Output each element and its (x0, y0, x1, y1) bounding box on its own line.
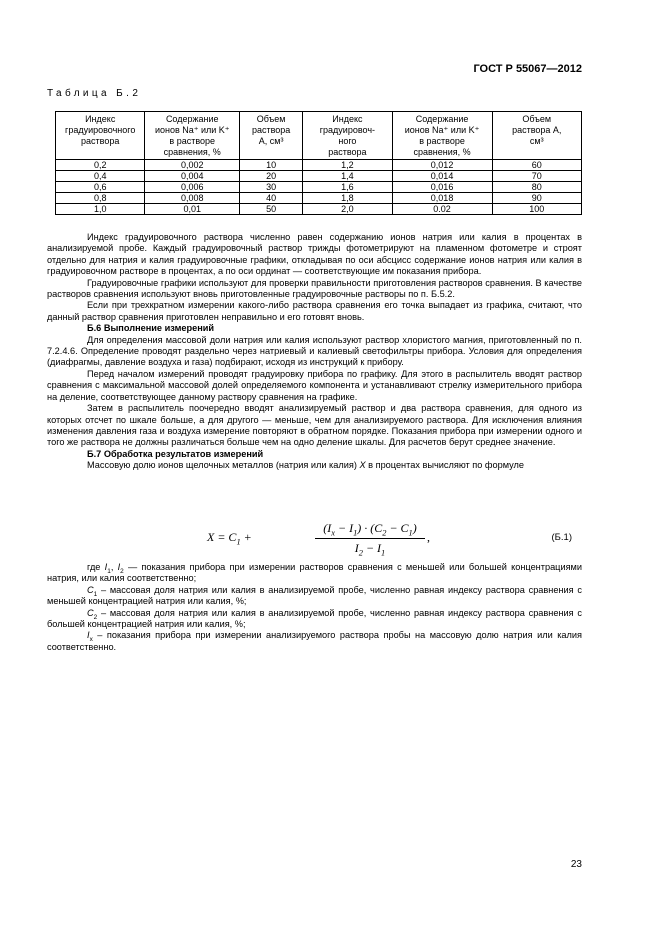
table-cell: 10 (240, 160, 303, 171)
table-cell: 0,8 (56, 193, 145, 204)
formula-lhs (207, 530, 252, 545)
formula-sub: 2 (382, 528, 387, 538)
table-cell: 1,4 (303, 171, 392, 182)
col-header-volume-1 (240, 112, 303, 160)
formula-numerator (315, 521, 425, 539)
paragraph: Для определения массовой доли натрия или калия используют раствор хлористого магния, приготовленный по п. 7.2.4.6. Определение проводят раздельно через натриевый и калиевый светофильтры прибора. Условия для определения (диафрагмы, давление воздуха и газа) подбирают, исходя из инструкций к прибору. (47, 334, 582, 368)
table-row (56, 204, 582, 215)
formula-b1 (47, 517, 582, 561)
variable-sub: 2 (120, 567, 124, 575)
table-cell: 70 (492, 171, 581, 182)
definition-i1-i2 (47, 562, 582, 585)
table-cell: 0.02 (392, 204, 492, 215)
paragraph: Если при трехкратном измерении какого-либо раствора сравнения его точка выпадает из графика, считают, что данный раствор сравнения приготовлен неправильно и его готовят вновь. (47, 300, 582, 322)
formula-sub: x (331, 528, 335, 538)
table-cell: 0,2 (56, 160, 145, 171)
paragraph: Затем в распылитель поочередно вводят анализируемый раствор и два раствора сравнения, для одного из которых отсчет по шкале больше, а для другого — меньше, чем для анализируемого раствора. Для исключения влияния изменения давления газа и воздуха измерение повторяют в обратном порядке. Показания прибора при измерении одного и того же раствора не должны различаться больше чем на одно деление шкалы. Для расчетов берут среднее значение. (47, 403, 582, 448)
text-span: – массовая доля натрия или калия в анализируемой пробе, численно равная индексу раствора сравнения с большей концентрацией натрия или калия, %; (47, 607, 582, 630)
header-line: ионов Na⁺ или K⁺ (404, 125, 480, 135)
table-row (56, 160, 582, 171)
header-line: Объем (522, 114, 552, 124)
table-row (56, 193, 582, 204)
formula-text: + (240, 530, 252, 544)
variable-i1: I (104, 562, 108, 572)
variable-sub: x (89, 636, 93, 644)
col-header-index-2 (303, 112, 392, 160)
table-cell: 0,012 (392, 160, 492, 171)
header-line: градуировоч- (319, 125, 376, 135)
table-cell: 2,0 (303, 204, 392, 215)
header-line: ного (338, 136, 357, 146)
paragraph (47, 460, 582, 471)
variable-sub: 1 (107, 567, 111, 575)
header-line: Индекс (85, 114, 116, 124)
table-caption: Таблица Б.2 (47, 88, 142, 99)
col-header-volume-2 (492, 112, 581, 160)
formula-fraction (315, 521, 425, 556)
variable-i2: I (117, 562, 121, 572)
variable-ix: I (87, 630, 90, 641)
table-cell: 0,01 (145, 204, 240, 215)
header-line: в растворе (419, 136, 465, 146)
table-cell: 0,014 (392, 171, 492, 182)
table-cell: 1,2 (303, 160, 392, 171)
table-cell: 0,6 (56, 182, 145, 193)
formula-text: ) (412, 521, 417, 535)
variable-sub: 1 (93, 590, 98, 598)
variable-c1: C (87, 584, 94, 595)
table-cell: 80 (492, 182, 581, 193)
definition-ix (47, 630, 582, 653)
text-span: где (87, 562, 105, 572)
paragraph: Перед началом измерений проводят градуировку прибора по графику. Для этого в распылитель вводят раствор сравнения с максимальной массовой долей определяемого компонента и устанавливают стрелку измерительного прибора на деление, соответствующее данному раствору сравнения на графике. (47, 368, 582, 402)
formula-sub: 1 (381, 548, 386, 558)
table-header-row (56, 112, 582, 160)
table-cell: 20 (240, 171, 303, 182)
table-cell: 0,4 (56, 171, 145, 182)
col-header-content-1 (145, 112, 240, 160)
definitions (47, 562, 582, 653)
variable-c2: C (87, 607, 94, 618)
table-cell: 0,016 (392, 182, 492, 193)
table-cell: 0,006 (145, 182, 240, 193)
header-line: сравнения, % (163, 147, 221, 157)
header-line: сравнения, % (413, 147, 471, 157)
table-cell: 1,0 (56, 204, 145, 215)
header-line: градуировочного (65, 125, 136, 135)
header-line: раствора (251, 125, 291, 135)
text-span: – показания прибора при измерении анализируемого раствора пробы на массовую долю натрия или калия соответственно. (47, 630, 582, 652)
formula-number: (Б.1) (551, 532, 572, 543)
header-line: см³ (529, 136, 544, 146)
table-cell: 50 (240, 204, 303, 215)
data-table (55, 111, 582, 215)
col-header-content-2 (392, 112, 492, 160)
text-span: , (110, 562, 118, 572)
paragraph: Градуировочные графики используют для проверки правильности приготовления растворов сравнения. В качестве растворов сравнения используют вновь приготовленные градуировочные растворы по п. Б.5.2. (47, 277, 582, 300)
table-cell: 0,004 (145, 171, 240, 182)
variable-x: X (359, 460, 366, 471)
formula-text: I (354, 541, 359, 555)
table-cell: 0,018 (392, 193, 492, 204)
section-heading: Б.6 Выполнение измерений (87, 323, 215, 334)
header-line: раствора (81, 136, 120, 146)
table-cell: 60 (492, 160, 581, 171)
standard-designation: ГОСТ Р 55067—2012 (473, 63, 582, 75)
section-heading: Б.7 Обработка результатов измерений (87, 448, 264, 459)
formula-sub: 1 (408, 528, 413, 538)
header-line: Индекс (332, 114, 363, 124)
col-header-index-1 (56, 112, 145, 160)
formula-text: − C (386, 521, 409, 535)
header-line: в растворе (169, 136, 216, 146)
definition-c1 (47, 585, 582, 608)
header-line: Содержание (165, 114, 219, 124)
text-span: Массовую долю ионов щелочных металлов (натрия или калия) (87, 460, 360, 471)
table-cell: 1,6 (303, 182, 392, 193)
paragraph: Индекс градуировочного раствора численно равен содержанию ионов натрия или калия в процентах в анализируемой пробе. Каждый градуировочный раствор трижды фотометрируют на пламенном фотометре и строят отдельно для натрия и калия градуировочные графики, откладывая по оси абсцисс содержание ионов натрия или калия в градуировочном растворе в процентах, а по оси ординат — соответствующие им показания прибора. (47, 232, 582, 277)
table-cell: 0,002 (145, 160, 240, 171)
formula-denominator (315, 539, 425, 556)
formula-sub: 2 (358, 548, 363, 558)
formula-text: ) · (C (357, 521, 383, 535)
header-line: А, см³ (258, 136, 284, 146)
table-cell: 1,8 (303, 193, 392, 204)
table-row (56, 171, 582, 182)
table-cell: 100 (492, 204, 581, 215)
text-span: – массовая доля натрия или калия в анализируемой пробе, численно равная индексу раствора сравнения с меньшей концентрацией натрия или калия, %; (47, 584, 582, 607)
table-cell: 90 (492, 193, 581, 204)
text-span: в процентах вычисляют по формуле (365, 460, 524, 471)
formula-sub: 1 (236, 537, 241, 547)
table-cell: 40 (240, 193, 303, 204)
header-line: раствора (328, 147, 367, 157)
definition-c2 (47, 608, 582, 631)
table-cell: 0,008 (145, 193, 240, 204)
variable-sub: 2 (93, 613, 98, 621)
formula-text: − I (334, 521, 354, 535)
formula-text: (I (323, 521, 332, 535)
header-line: Содержание (415, 114, 469, 124)
page-number: 23 (570, 859, 582, 870)
header-line: ионов Na⁺ или K⁺ (154, 125, 230, 135)
table-row (56, 182, 582, 193)
formula-comma: , (427, 530, 430, 544)
formula-text: − I (362, 541, 382, 555)
text-span: — показания прибора при измерении растворов сравнения с меньшей или большей концентрациями натрия, или калия соответственно; (47, 562, 582, 584)
formula-text: X = C (207, 530, 237, 544)
table-cell: 30 (240, 182, 303, 193)
body-text-upper (47, 232, 582, 472)
header-line: Объем (256, 114, 286, 124)
header-line: раствора А, (512, 125, 562, 135)
formula-sub: 1 (353, 528, 358, 538)
